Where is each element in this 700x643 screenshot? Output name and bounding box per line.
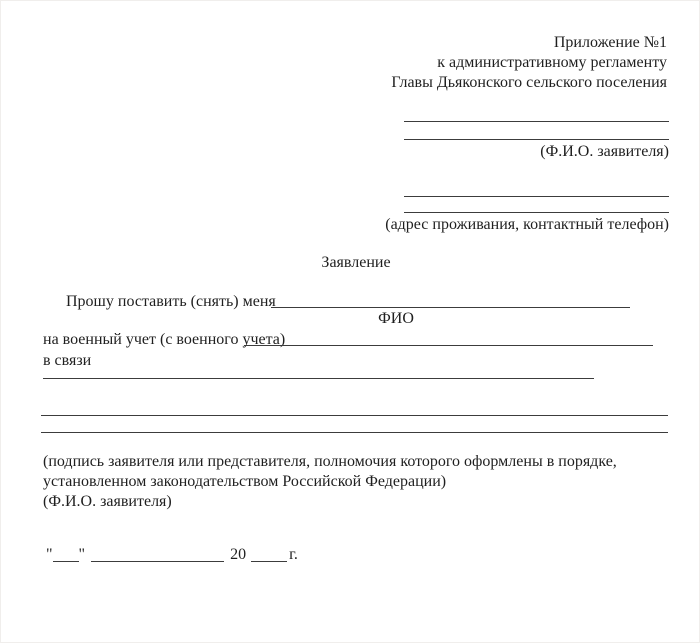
- signature-blank-line-1: [41, 415, 668, 416]
- reason-prefix-text: в связи: [43, 352, 92, 369]
- reason-blank-line: [43, 378, 594, 379]
- century-text: 20: [230, 546, 247, 563]
- signature-blank-line-2: [41, 432, 668, 433]
- appendix-header-line-2: к административному регламенту: [437, 54, 667, 71]
- day-blank: [53, 559, 79, 562]
- address-caption: (адрес проживания, контактный телефон): [385, 216, 669, 233]
- register-prefix-text: на военный учет (с военного учета): [43, 331, 286, 348]
- year-blank: [251, 559, 287, 562]
- applicant-name-blank-line-2: [404, 139, 669, 140]
- request-blank-line: [271, 307, 630, 308]
- address-blank-line-1: [404, 196, 669, 197]
- address-blank-line-2: [404, 212, 669, 213]
- form-title: Заявление: [321, 254, 391, 271]
- applicant-name-blank-line-1: [404, 121, 669, 122]
- date-line: [46, 545, 298, 565]
- day-open-quote: ": [46, 546, 53, 563]
- signature-note-line-3: (Ф.И.О. заявителя): [43, 493, 172, 510]
- fio-label: ФИО: [378, 310, 414, 327]
- appendix-header-line-3: Главы Дьяконского сельского поселения: [391, 74, 667, 91]
- day-close-quote: ": [78, 546, 86, 563]
- applicant-name-caption: (Ф.И.О. заявителя): [540, 143, 669, 160]
- appendix-header: [391, 33, 667, 93]
- signature-note-line-1: (подпись заявителя или представителя, полномочия которого оформлены в порядке,: [43, 453, 617, 470]
- month-blank: [91, 559, 224, 562]
- register-blank-line: [244, 345, 653, 346]
- appendix-header-line-1: Приложение №1: [553, 34, 667, 51]
- request-prefix-text: Прошу поставить (снять) меня: [66, 293, 276, 310]
- year-suffix-text: г.: [289, 546, 298, 563]
- signature-note-line-2: установленном законодательством Российской Федерации): [43, 473, 447, 490]
